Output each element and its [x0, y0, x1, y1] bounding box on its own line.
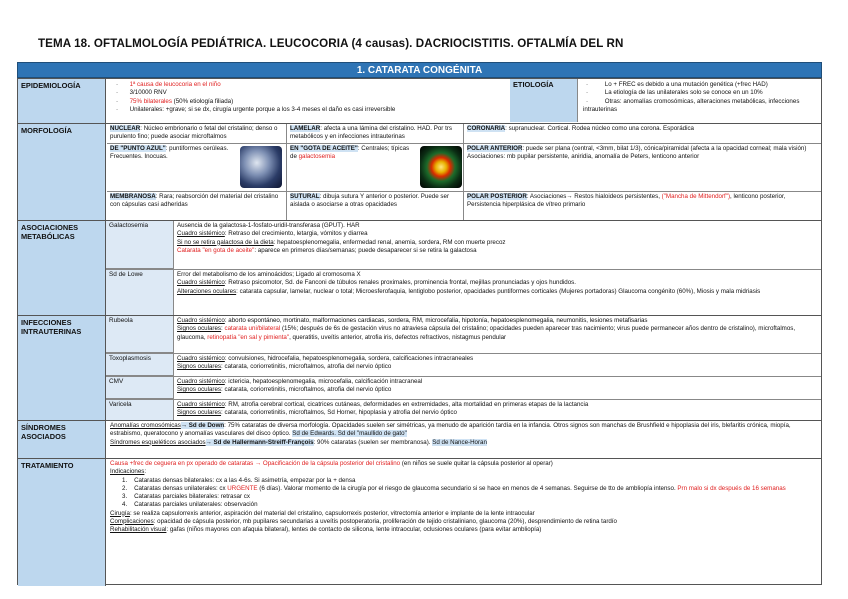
label-asociaciones-metabolicas: ASOCIACIONES METABÓLICAS	[18, 221, 106, 315]
list-item: 2. Cataratas densas unilaterales: cx URGENTE (6 días). Valorar momento de la cirugía por el riesgo de glaucoma secundario si se hace en menos de 4 semanas. Seguirse de tto de ambliopía intenso. Prn malo si dx después de 16 semanas	[110, 484, 786, 492]
label-tratamiento: TRATAMIENTO	[18, 459, 106, 586]
row-tratamiento	[18, 458, 821, 586]
rubeola-content: Cuadro sistémico: aborto espontáneo, mortinato, malformaciones cardiacas, sordera, RM, microcefalia, hipotonía, hepatoesplenomegalia, neumonitis, lesiones metafisarias Signos oculares: catarata uni/bilateral (15%; después de 6s de gestación virus no atraviesa cápsula del cristalino; opacidades pueden aparecer tras nacimiento; virus puede permanecer años dentro de cristalino), microftalmos, glaucoma, retinopatía "en sal y pimienta", queratitis, uveítis anterior, atrofia iris, defectos refractivos, nistagmus pendular	[177, 317, 796, 341]
varicela-content: Cuadro sistémico: RM, atrofia cerebral cortical, cicatrices cutáneas, deformidades en extremidades, alta mortalidad en primeras etapas de la lactancia Signos oculares: catarata, coriorretinitis, microftalmos, Sd Horner, hipoplasia y atrofia del nervio óptico	[177, 401, 589, 417]
row-asociaciones-metabolicas	[18, 220, 821, 315]
gota-aceite-cataract-image	[420, 146, 462, 188]
row-epidemiologia	[18, 79, 821, 123]
tratamiento-content: Causa +frec de ceguera en px operado de cataratas → Opacificación de la cápsula posterior del cristalino (en niños se suele quitar la cápsula posterior al operar) Indicaciones: 1. Cataratas densas bilaterales: cx a las 4-6s. Si asimetría, empezar por la + densa 2. Cataratas densas unilaterales: cx URGENTE (6 días). Valorar momento de la cirugía por el riesgo de glaucoma secundario si se hace en menos de 4 semanas. Seguirse de tto de ambliopía intenso. Prn malo si dx después de 16 semanas 3. Cataratas parciales bilaterales: retrasar cx 4. Cataratas parciales unilaterales: observación Cirugía: se realiza capsulorrexis anterior, aspiración del material del cristalino, capsulorrexis posterior, vitrectomía anterior e implante de la lente intraocular Complicaciones: opacidad de cápsula posterior, mb pupilares secundarias a uveítis postoperatoria, proliferación de tejido cristaliniano, glaucoma (20%), desprendimiento de retina tardío Rehabilitación visual: gafas (niños mayores con afaquia bilateral), lentes de contacto de silicona, lente intraocular, oclusiones oculares (para evitar ambliopía)	[107, 459, 821, 535]
row-morfologia	[18, 123, 821, 220]
list-item: · Unilaterales: +grave; si se dx, cirugía urgente porque a los 3-4 meses el daño es casi irreversible	[115, 105, 396, 113]
sublabel-galactosemia: Galactosemia	[106, 221, 174, 269]
list-item: · Otras: anomalías cromosómicas, alteraciones metabólicas, infecciones intrauterinas	[583, 97, 800, 113]
sublabel-rubeola: Rubeola	[106, 316, 174, 353]
row-sindromes-asociados	[18, 420, 821, 458]
morf-gota-aceite: EN "GOTA DE ACEITE": Centrales; típicas de galactosemia	[290, 145, 410, 161]
etio-content	[580, 80, 820, 115]
morf-lamelar: LAMELAR: afecta a una lámina del cristalino. HAD. Por trs metabólicos y en infecciones intrauterinas	[290, 125, 452, 141]
sublabel-varicela: Varicela	[106, 400, 174, 421]
sublabel-cmv: CMV	[106, 377, 174, 399]
morf-coronaria: CORONARIA: supranuclear. Cortical. Rodea núcleo como una corona. Esporádica	[467, 125, 694, 132]
morf-membranosa: MEMBRANOSA: Rara; reabsorción del material del cristalino con cápsulas casi adheridas	[110, 193, 279, 209]
list-item: · La etiología de las unilaterales solo se conoce en un 10%	[585, 89, 763, 97]
morf-polar-posterior: POLAR POSTERIOR: Asociaciones→ Restos hialoideos persistentes, ("Mancha de Mittendorf"), lenticono posterior, Persistencia hiperplásica de vítreo primario	[467, 193, 786, 209]
list-item: · 3/10000 RNV	[115, 89, 167, 97]
label-epidemiologia: EPIDEMIOLOGÍA	[18, 79, 106, 123]
list-item: · 75% bilaterales (50% etiología filiada)	[115, 97, 234, 105]
sindromes-content: Anomalías cromosómicas→ Sd de Down: 75% cataratas de diversa morfología. Opacidades suelen ser simétricas, ya menudo de aparición tardía en la infancia. Otros signos son manchas de Brushfield e hipoplasia del iris, blefaritis crónica, miopía, estrabismo, queratocono y anomalías vasculares del disco óptico. Sd de Edwards. Sd del "maullido de gato" Síndromes esqueléticos asociados→ Sd de Hallermann-Streiff-François: 90% cataratas (suelen ser membranosa). Sd de Nance-Horan	[110, 422, 791, 446]
section-banner: 1. CATARATA CONGÉNITA	[17, 62, 822, 78]
cmv-content: Cuadro sistémico: ictericia, hepatoesplenomegalia, microcefalia, calcificación intracraneal Signos oculares: catarata, coriorretinitis, microftalmos, atrofia del nervio óptico	[177, 378, 423, 394]
label-morfologia: MORFOLOGÍA	[18, 124, 106, 220]
label-etiologia: ETIOLOGÍA	[510, 79, 578, 122]
morf-sutural: SUTURAL: dibuja sutura Y anterior o posterior. Puede ser aislada o asociarse a otras opacidades	[290, 193, 450, 209]
lowe-content: Error del metabolismo de los aminoácidos; Ligado al cromosoma X Cuadro sistémico: Retraso psicomotor, Sd. de Fanconi de túbulos renales proximales, prominencia frontal, mejillas pronunciadas y ojos hundidos. Alteraciones oculares: catarata capsular, lamelar, nuclear o total; Microesferofaquia, lentiglobo posterior, opacidades puntiformes corticales (Mujeres portadoras) Glaucoma congénito (60%), Miosis y mala midriasis	[177, 271, 761, 295]
row-infecciones-intrauterinas	[18, 315, 821, 420]
epi-content	[110, 80, 510, 115]
morf-polar-anterior: POLAR ANTERIOR: puede ser plana (central, <3mm, bilat 1/3), cónica/piramidal (afecta a la opacidad corneal; mala visión) Asociaciones: mb pupilar persistente, aniridia, anomalía de Peters, lenticono anterior	[467, 145, 807, 161]
list-item: · Lo + FREC es debido a una mutación genética (+frec HAD)	[585, 81, 768, 88]
summary-table	[17, 78, 822, 585]
galactosemia-content: Ausencia de la galactosa-1-fosfato-uridil-transferasa (GPUT). HAR Cuadro sistémico: Retraso del crecimiento, letargia, vómitos y diarrea Si no se retira galactosa de la dieta: hepatoesplenomegalia, enfermedad renal, anemia, sordera, RM con muerte precoz Catarata "en gota de aceite": aparece en primeros días/semanas; puede desaparecer si se retira la galactosa	[177, 222, 506, 254]
label-sindromes-asociados: SÍNDROMES ASOCIADOS	[18, 421, 106, 458]
punto-azul-cataract-image	[240, 146, 282, 188]
label-infecciones-intrauterinas: INFECCIONES INTRAUTERINAS	[18, 316, 106, 420]
sublabel-sd-lowe: Sd de Lowe	[106, 270, 174, 316]
sublabel-toxoplasmosis: Toxoplasmosis	[106, 354, 174, 376]
list-item: · 1ª causa de leucocoria en el niño	[115, 81, 221, 88]
morf-nuclear: NUCLEAR: Núcleo embrionario o fetal del cristalino; denso o purulento fino; puede asociar microftalmos	[110, 125, 278, 141]
morf-punto-azul: DE "PUNTO AZUL": puntiformes cerúleas. Frecuentes. Inocuas.	[110, 145, 229, 161]
toxo-content: Cuadro sistémico: convulsiones, hidrocefalia, hepatoesplenomegalia, sordera, calcificaciones intracraneales Signos oculares: catarata, coriorretinitis, microftalmos, atrofia del nervio óptico	[177, 355, 474, 371]
list-item: 1. Cataratas densas bilaterales: cx a las 4-6s. Si asimetría, empezar por la + densa	[110, 476, 356, 484]
list-item: 4. Cataratas parciales unilaterales: observación	[110, 501, 258, 509]
page-title: TEMA 18. OFTALMOLOGÍA PEDIÁTRICA. LEUCOCORIA (4 causas). DACRIOCISTITIS. OFTALMÍA DEL RN	[38, 37, 624, 50]
list-item: 3. Cataratas parciales bilaterales: retrasar cx	[110, 493, 250, 500]
